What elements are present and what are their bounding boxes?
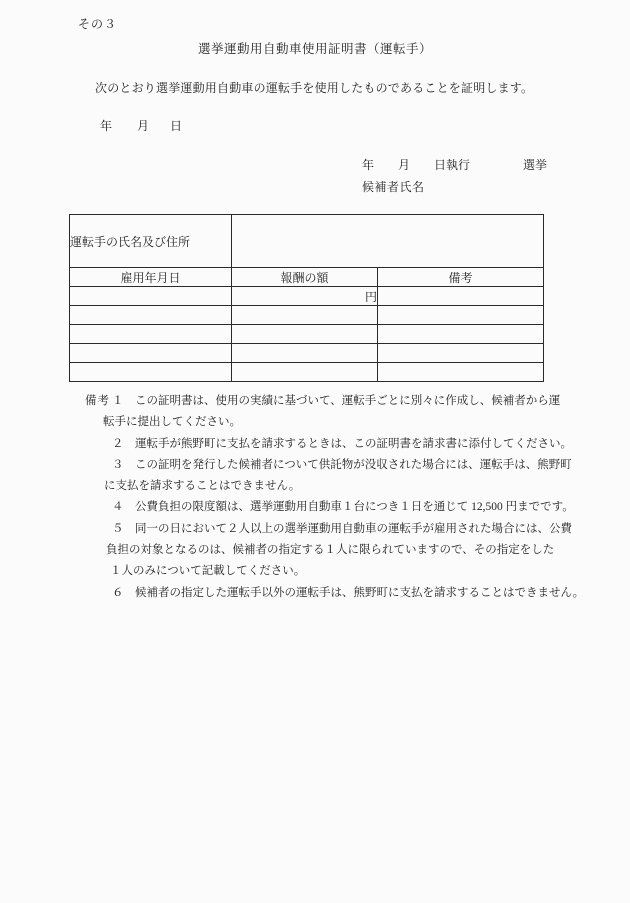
execution-year-label: 年 bbox=[362, 158, 375, 172]
employment-date-field bbox=[70, 306, 232, 325]
document-title: 選挙運動用自動車使用証明書（運転手） bbox=[197, 42, 432, 56]
note-number: １ bbox=[112, 395, 124, 407]
certification-statement: 次のとおり選挙運動用自動車の運転手を使用したものであることを証明します。 bbox=[95, 81, 534, 95]
employment-date-field bbox=[70, 287, 232, 306]
remuneration-field bbox=[232, 344, 378, 363]
note-line: ３ この証明を発行した候補者について供託物が没収された場合には、運転手は、熊野町 bbox=[0, 455, 630, 476]
remarks-field bbox=[378, 363, 544, 382]
note-number: ６ bbox=[112, 586, 124, 599]
remuneration-header: 報酬の額 bbox=[232, 268, 378, 287]
note-number: ４ bbox=[112, 501, 124, 514]
employment-date-field bbox=[70, 344, 232, 363]
remarks-field bbox=[378, 344, 544, 363]
driver-info-table bbox=[69, 214, 544, 382]
notes-section bbox=[0, 391, 630, 604]
remarks-field bbox=[378, 287, 544, 306]
date-year-label: 年 bbox=[100, 119, 113, 133]
remarks-field bbox=[378, 306, 544, 325]
remuneration-field bbox=[232, 325, 378, 344]
election-label: 選挙 bbox=[523, 158, 548, 172]
note-number: ３ bbox=[112, 458, 124, 471]
note-line: 負担の対象となるのは、候補者の指定する１人に限られていますので、その指定をした bbox=[106, 544, 555, 557]
employment-date-field bbox=[70, 363, 232, 382]
execution-month-label: 月 bbox=[398, 158, 411, 172]
note-line: ４ 公費負担の限度額は、選挙運動用自動車１台につき１日を通じて 12,500 円までです。 bbox=[0, 497, 630, 518]
notes-label: 備考 bbox=[85, 395, 110, 407]
driver-name-address-field bbox=[232, 215, 544, 268]
table-row bbox=[70, 268, 544, 287]
note-line: ６ 候補者の指定した運転手以外の運転手は、熊野町に支払を請求することはできません。 bbox=[0, 583, 630, 604]
table-row bbox=[70, 363, 544, 382]
table-row bbox=[70, 215, 544, 268]
note-line: に支払を請求することはできません。 bbox=[104, 480, 301, 493]
table-row bbox=[70, 287, 544, 306]
note-line: １人のみについて記載してください。 bbox=[110, 565, 306, 578]
form-number-tag: その３ bbox=[78, 17, 118, 31]
note-line: 転手に提出してください。 bbox=[103, 416, 241, 429]
execution-day-label: 日執行 bbox=[434, 158, 471, 172]
note-number: ５ bbox=[112, 522, 124, 535]
driver-name-address-label: 運転手の氏名及び住所 bbox=[70, 215, 232, 268]
employment-date-field bbox=[70, 325, 232, 344]
table-row bbox=[70, 306, 544, 325]
table-row bbox=[70, 344, 544, 363]
remarks-header: 備考 bbox=[378, 268, 544, 287]
note-number: ２ bbox=[112, 437, 124, 450]
candidate-name-label: 候補者氏名 bbox=[362, 180, 425, 194]
remarks-field bbox=[378, 325, 544, 344]
yen-label: 円 bbox=[232, 287, 378, 306]
date-month-label: 月 bbox=[137, 119, 150, 133]
note-line: ２ 運転手が熊野町に支払を請求するときは、この証明書を請求書に添付してください。 bbox=[0, 434, 630, 455]
date-day-label: 日 bbox=[170, 119, 183, 133]
remuneration-field bbox=[232, 363, 378, 382]
note-line: 備考 １ この証明書は、使用の実績に基づいて、運転手ごとに別々に作成し、候補者から運 bbox=[0, 391, 630, 412]
remuneration-field bbox=[232, 306, 378, 325]
table-row bbox=[70, 325, 544, 344]
employment-date-header: 雇用年月日 bbox=[70, 268, 232, 287]
note-line: ５ 同一の日において２人以上の選挙運動用自動車の運転手が雇用された場合には、公費 bbox=[0, 519, 630, 540]
